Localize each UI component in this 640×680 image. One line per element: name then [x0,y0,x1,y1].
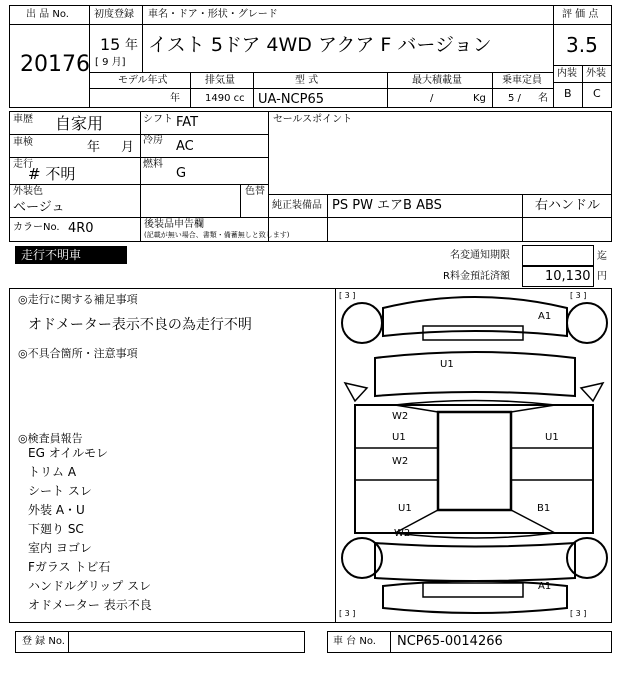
shift-label: シフト [143,114,173,125]
inspection-month: 月 [121,140,135,155]
aftermarket-note: (記載が無い場合、書類・備蓄無しと致します) [144,231,290,239]
damage-mark: A1 [538,581,552,592]
damage-mark: U1 [398,503,412,514]
left-mirror [345,383,367,401]
capacity-value: 5 / [508,93,521,104]
damage-mark: U1 [545,432,559,443]
ac-label: 冷房 [143,135,163,146]
exterior-grade: C [593,87,601,100]
sales-point-label: セールスポイント [273,114,353,125]
fuel-label: 燃料 [143,159,163,170]
model-year-unit: 年 [170,93,180,104]
damage-mark: W2 [392,411,409,422]
max-load-unit: Kg [473,93,486,104]
reg-month: [ 9 月] [95,57,126,68]
equipment-label: 純正装備品 [272,200,322,211]
inspector-report-item: ハンドルグリップ スレ [28,579,152,593]
tire-label-rl: [ 3 ] [339,609,356,618]
roof [438,412,511,510]
car-name: イスト 5ドア 4WD アクア F バージョン [148,34,492,56]
inspector-report-item: 室内 ヨゴレ [28,541,92,555]
chassis-number: NCP65-0014266 [397,634,503,649]
displacement-label: 排気量 [205,75,235,86]
inspection-year: 年 [87,140,101,155]
max-load-label: 最大積載量 [412,75,462,86]
color-no-label: カラーNo. [13,222,60,233]
damage-mark: W2 [394,528,411,539]
shift-value: FAT [176,115,199,130]
damage-mark: U1 [392,432,406,443]
inspector-report-item: シート スレ [28,484,92,498]
front-plate [423,326,523,340]
interior-label: 内装 [557,68,577,79]
score-label: 評 価 点 [562,9,599,20]
history-label: 車歴 [13,114,33,125]
reg-no-label: 登 録 No. [22,636,65,647]
damage-mark: U1 [440,359,454,370]
lot-number: 20176 [20,52,90,77]
mileage-label: 走行 [13,159,33,170]
capacity-unit: 名 [538,93,548,104]
model-year-label: モデル年式 [118,75,168,86]
steering-value: 右ハンドル [535,198,601,213]
defect-heading: ◎不具合箇所・注意事項 [18,347,138,360]
name-change-unit: 迄 [597,251,607,262]
body-outline [355,405,593,533]
damage-mark: B1 [537,503,551,514]
name-change-label: 名変通知期限 [450,250,510,261]
score-value: 3.5 [566,33,598,57]
mileage-unknown-badge: 走行不明車 [15,246,127,264]
right-mirror [581,383,603,401]
inspector-report-item: 下廻り SC [28,522,84,536]
first-reg-label: 初度登録 [94,9,134,20]
exterior-label: 外装 [586,68,606,79]
name-change-field [522,245,594,266]
displacement-value: 1490 cc [205,93,245,104]
recycle-unit: 円 [597,271,607,282]
rear-plate [423,583,523,597]
tire-front-right [567,303,607,343]
equipment-value: PS PW エアB ABS [332,198,442,213]
color-no-value: 4R0 [68,221,94,236]
inspection-label: 車検 [13,137,33,148]
capacity-label: 乗車定員 [502,75,542,86]
inspector-report-item: 外装 A・U [28,503,85,517]
aftermarket-label: 後装品申告欄 [144,219,204,230]
supp-text: オドメーター表示不良の為走行不明 [28,317,252,333]
reg-year-unit: 年 [125,38,139,53]
supp-heading: ◎走行に関する補足事項 [18,293,138,306]
damage-mark: A1 [538,311,552,322]
tire-label-fr: [ 3 ] [570,291,587,300]
lot-no-label: 出 品 No. [26,9,69,20]
tire-front-left [342,303,382,343]
reg-year: 15 [100,35,121,54]
car-desc-label: 車名・ドア・形状・グレード [148,9,278,20]
color-value: ベージュ [13,200,65,215]
inspector-report-item: トリム A [28,465,77,479]
inspector-report-item: Fガラス トビ石 [28,560,111,574]
recycle-value: 10,130 [545,269,591,284]
color-change-label: 色替 [245,186,265,197]
inspector-heading: ◎検査員報告 [18,432,83,445]
type-value: UA-NCP65 [258,92,324,107]
inspector-report-item: EG オイルモレ [28,446,109,460]
inspector-report-item: オドメーター 表示不良 [28,598,152,612]
fuel-value: G [176,166,187,181]
type-label: 型 式 [295,75,319,86]
hood [375,352,575,396]
ac-value: AC [176,139,194,154]
recycle-label: R料金預託済額 [443,271,510,282]
rear-hatch [375,543,575,581]
interior-grade: B [564,87,572,100]
mileage-value: # 不明 [28,165,76,183]
damage-mark: W2 [392,456,409,467]
tire-label-fl: [ 3 ] [339,291,356,300]
chassis-label: 車 台 No. [333,636,376,647]
tire-label-rr: [ 3 ] [570,609,587,618]
color-label: 外装色 [13,186,43,197]
history-value: 自家用 [55,114,104,133]
car-damage-diagram [335,288,612,623]
max-load-value: / [430,93,434,104]
front-windshield [395,401,555,413]
